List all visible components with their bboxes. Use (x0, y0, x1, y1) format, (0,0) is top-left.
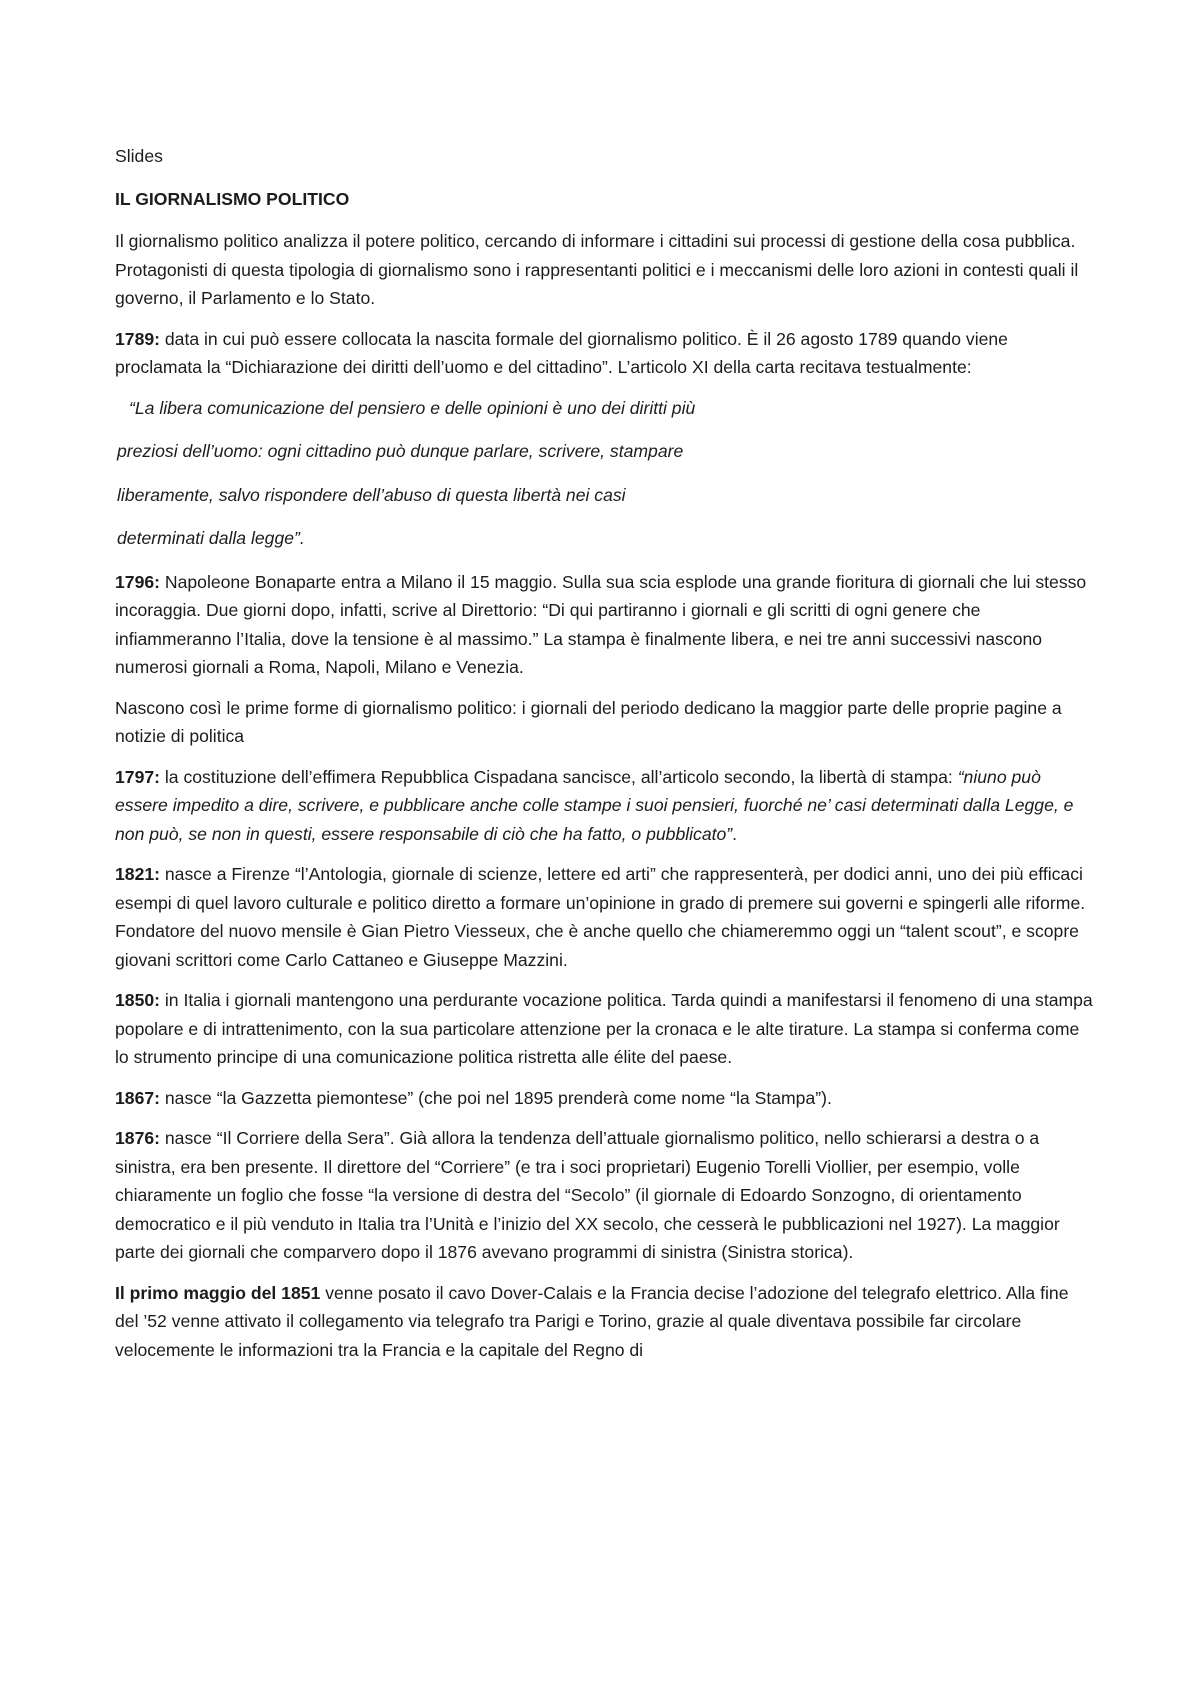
paragraph-1821 (115, 860, 1095, 974)
paragraph-1789 (115, 325, 1095, 382)
document-title: IL GIORNALISMO POLITICO (115, 188, 350, 209)
text-1796: Napoleone Bonaparte entra a Milano il 15 maggio. Sulla sua scia esplode una grande fioritura di giornali che lui stesso incoraggia. Due giorni dopo, infatti, scrive al Direttorio: “Di qui partiranno i giornali e gli scritti di ogni genere che infiammeranno l’Italia, dove la tensione è al massimo.” La stampa è finalmente libera, e nei tre anni successivi nascono numerosi giornali a Roma, Napoli, Milano e Venezia. (115, 571, 1087, 677)
text-1851: venne posato il cavo Dover-Calais e la Francia decise l’adozione del telegrafo elettrico. Alla fine del ’52 venne attivato il collegamento via telegrafo tra Parigi e Torino, grazie al quale diventava possibile far circolare velocemente le informazioni tra la Francia e la capitale del Regno di (115, 1282, 1069, 1360)
text-1821: nasce a Firenze “l’Antologia, giornale di scienze, lettere ed arti” che rappresenterà, per dodici anni, uno dei più efficaci esempi di quel lavoro culturale e politico diretto a formare un’opinione in grado di premere sui governi e spingerli alle riforme. Fondatore del nuovo mensile è Gian Pietro Viesseux, che è anche quello che chiameremmo oggi un “talent scout”, e scopre giovani scrittori come Carlo Cattaneo e Giuseppe Mazzini. (115, 864, 1086, 970)
quote-line-2: preziosi dell’uomo: ogni cittadino può dunque parlare, scrivere, stampare (117, 441, 684, 461)
paragraph-1867 (115, 1084, 1095, 1113)
paragraph-1850 (115, 986, 1095, 1072)
paragraph-1851 (115, 1279, 1095, 1365)
paragraph-1876 (115, 1124, 1095, 1267)
quote-line-4: determinati dalla legge”. (117, 528, 305, 548)
lead-1851: Il primo maggio del 1851 (115, 1282, 321, 1303)
paragraph-nascono: Nascono così le prime forme di giornalismo politico: i giornali del periodo dedicano la maggior parte delle proprie pagine a notizie di politica (115, 697, 1062, 746)
paragraph-1797 (115, 763, 1095, 849)
paragraph-1796 (115, 568, 1095, 682)
text-1789: data in cui può essere collocata la nascita formale del giornalismo politico. È il 26 agosto 1789 quando viene proclamata la “Dichiarazione dei diritti dell’uomo e del cittadino”. L’articolo XI della carta recitava testualmente: (115, 328, 1008, 377)
text-1797: la costituzione dell’effimera Repubblica Cispadana sancisce, all’articolo secondo, la libertà di stampa: (160, 766, 958, 787)
end-1797: . (732, 823, 738, 844)
year-1850: 1850: (115, 990, 160, 1010)
year-1876: 1876: (115, 1128, 160, 1148)
quote-line-3: liberamente, salvo rispondere dell’abuso di questa libertà nei casi (117, 484, 626, 505)
document-label: Slides (115, 146, 163, 166)
year-1867: 1867: (115, 1087, 160, 1108)
year-1789: 1789: (115, 328, 160, 349)
text-1876: nasce “Il Corriere della Sera”. Già allora la tendenza dell’attuale giornalismo politico, nello schierarsi a destra o a sinistra, era ben presente. Il direttore del “Corriere” (e tra i soci proprietari) Eugenio Torelli Viollier, per esempio, volle chiaramente un foglio che fosse “la versione di destra del “Secolo” (il giornale di Edoardo Sonzogno, di orientamento democratico e il più venduto in Italia tra l’Unità e l’inizio del XX secolo, che cesserà le pubblicazioni nel 1927). La maggior parte dei giornali che comparvero dopo il 1876 avevano programmi di sinistra (Sinistra storica). (115, 1128, 1060, 1262)
quote-1797: “niuno può essere impedito a dire, scrivere, e pubblicare anche colle stampe i suoi pensieri, fuorché ne’ casi determinati dalla Legge, e non può, se non in questi, essere responsabile di ciò che ha fatto, o pubblicato” (115, 766, 1074, 844)
year-1797: 1797: (115, 766, 160, 787)
year-1796: 1796: (115, 571, 160, 592)
text-1867: nasce “la Gazzetta piemontese” (che poi nel 1895 prenderà come nome “la Stampa”). (160, 1087, 832, 1108)
document-body (115, 142, 1095, 1376)
intro-paragraph: Il giornalismo politico analizza il potere politico, cercando di informare i cittadini sui processi di gestione della cosa pubblica. Protagonisti di questa tipologia di giornalismo sono i rappresentanti politici e i meccanismi delle loro azioni in contesti quali il governo, il Parlamento e lo Stato. (115, 231, 1079, 308)
text-1850: in Italia i giornali mantengono una perdurante vocazione politica. Tarda quindi a manifestarsi il fenomeno di una stampa popolare e di intrattenimento, con la sua particolare attenzione per la cronaca e le alte tirature. La stampa si conferma come lo strumento principe di una comunicazione politica ristretta alle élite del paese. (115, 990, 1093, 1067)
quote-line-1: “La libera comunicazione del pensiero e delle opinioni è uno dei diritti più (129, 397, 696, 418)
year-1821: 1821: (115, 864, 160, 884)
